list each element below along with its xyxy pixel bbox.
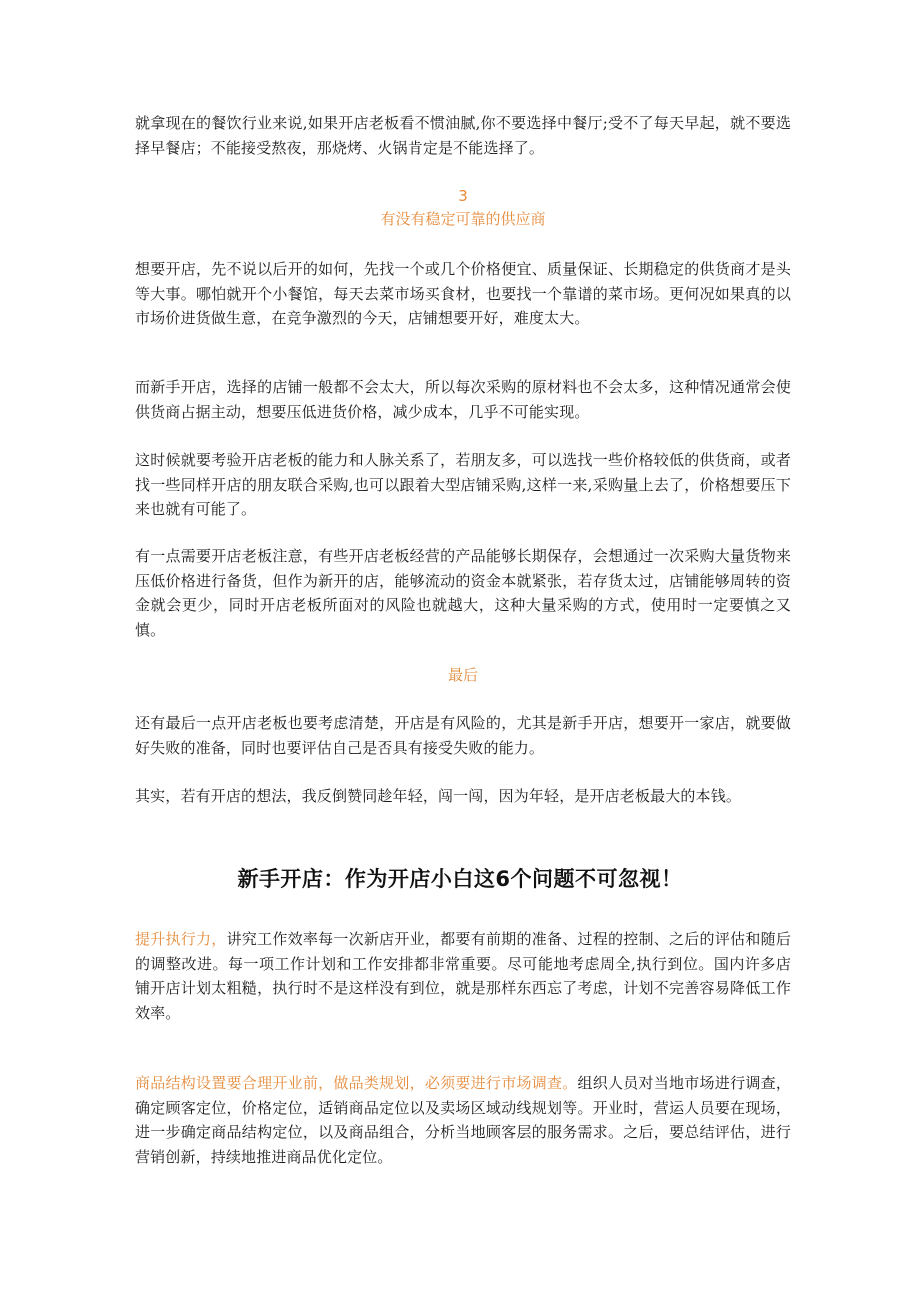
paragraph-youth-capital: 其实，若有开店的想法，我反倒赞同趁年轻，闯一闯，因为年轻，是开店老板最大的本钱。	[135, 787, 742, 805]
paragraph-find-supplier: 想要开店，先不说以后开的如何，先找一个或几个价格便宜、质量保证、长期稳定的供货商才是头等大事。哪怕就开个小餐馆，每天去菜市场买食材，也要找一个靠谱的菜市场。更何况如果真的以市场价进货做生意，在竞争激烈的今天，店铺想要开好，难度太大。	[135, 260, 791, 327]
paragraph-execution-body: 讲究工作效率每一次新店开业，都要有前期的准备、过程的控制、之后的评估和随后的调整改进。每一项工作计划和工作安排都非常重要。尽可能地考虑周全,执行到位。国内许多店铺开店计划太粗糙，执行时不是这样没有到位，就是那样东西忘了考虑，计划不完善容易降低工作效率。	[135, 930, 792, 1022]
paragraph-restaurant-preferences: 就拿现在的餐饮行业来说,如果开店老板看不惯油腻,你不要选择中餐厅;受不了每天早起，就不要选择早餐店；不能接受熬夜，那烧烤、火锅肯定是不能选择了。	[135, 114, 791, 157]
section-number-3: 3	[458, 187, 468, 205]
section-title-supplier: 有没有稳定可靠的供应商	[380, 210, 546, 228]
paragraph-small-store-purchasing: 而新手开店，选择的店铺一般都不会太大，所以每次采购的原材料也不会太多，这种情况通常会使供货商占据主动，想要压低进货价格，减少成本，几乎不可能实现。	[135, 378, 791, 421]
paragraph-joint-purchasing: 这时候就要考验开店老板的能力和人脉关系了，若朋友多，可以选找一些价格较低的供货商，或者找一些同样开店的朋友联合采购,也可以跟着大型店铺采购,这样一来,采购量上去了，价格想要压下来也就有可能了。	[135, 451, 791, 518]
paragraph-execution-lead: 提升执行力，	[135, 930, 227, 948]
paragraph-merchandise-structure	[135, 1071, 791, 1169]
paragraph-merchandise-lead: 商品结构设置要合理开业前，做品类规划，必须要进行市场调查。	[135, 1074, 578, 1092]
paragraph-prepare-for-failure: 还有最后一点开店老板也要考虑清楚，开店是有风险的，尤其是新手开店，想要开一家店，就要做好失败的准备，同时也要评估自己是否具有接受失败的能力。	[135, 714, 791, 757]
paragraph-merchandise-body: 组织人员对当地市场进行调查，确定顾客定位，价格定位，适销商品定位以及卖场区域动线规划等。开业时，营运人员要在现场，进一步确定商品结构定位，以及商品组合，分析当地顾客层的服务需求。之后，要总结评估，进行营销创新，持续地推进商品优化定位。	[135, 1074, 791, 1166]
paragraph-execution	[135, 927, 791, 1025]
article-title: 新手开店：作为开店小白这6个问题不可忽视！	[237, 867, 683, 891]
section-title-last: 最后	[447, 666, 478, 684]
paragraph-bulk-purchase-risk: 有一点需要开店老板注意，有些开店老板经营的产品能够长期保存，会想通过一次采购大量货物来压低价格进行备货，但作为新开的店，能够流动的资金本就紧张，若存货太过，店铺能够周转的资金就会更少，同时开店老板所面对的风险也就越大，这种大量采购的方式，使用时一定要慎之又慎。	[135, 547, 791, 639]
